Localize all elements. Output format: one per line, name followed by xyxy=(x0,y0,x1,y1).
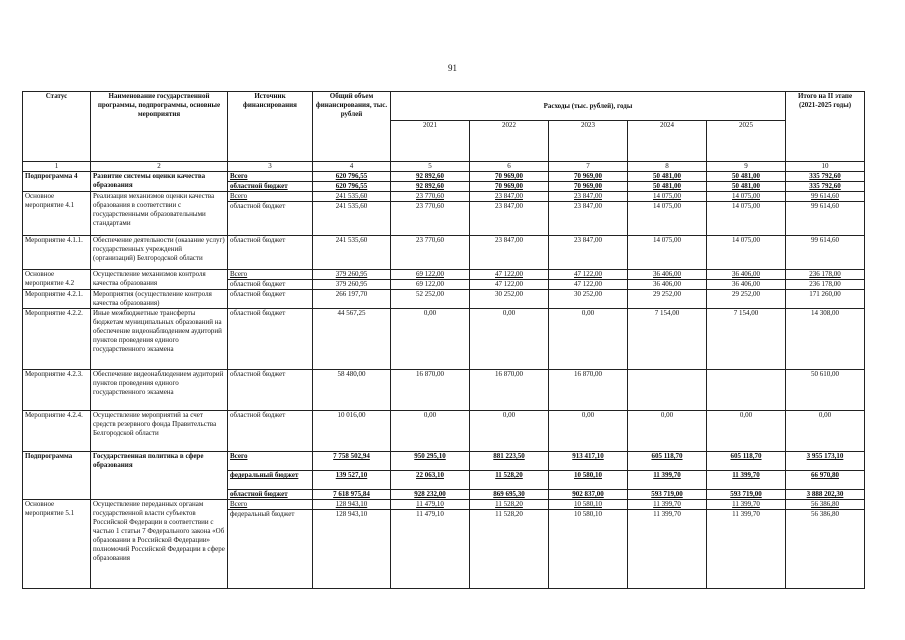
row-year-value: 14 075,00 xyxy=(707,202,786,236)
row-source: областной бюджет xyxy=(228,182,313,192)
row-source: областной бюджет xyxy=(228,411,313,452)
row-year-value: 70 969,00 xyxy=(549,182,628,192)
table-row xyxy=(23,411,865,452)
row-stage-total-value: 66 970,80 xyxy=(786,471,865,490)
row-year-value: 23 847,00 xyxy=(549,202,628,236)
row-year-value: 69 122,00 xyxy=(391,270,470,280)
row-year-value: 22 063,10 xyxy=(391,471,470,490)
row-stage-total-value: 56 386,80 xyxy=(786,510,865,589)
col-number: 4 xyxy=(313,162,391,172)
row-year-value: 0,00 xyxy=(470,411,549,452)
row-status: Подпрограмма xyxy=(23,452,91,500)
row-year-value: 11 399,70 xyxy=(707,500,786,510)
row-year-value: 11 399,70 xyxy=(707,471,786,490)
row-year-value: 11 399,70 xyxy=(707,510,786,589)
row-source: Всего xyxy=(228,452,313,471)
row-year-value: 0,00 xyxy=(628,411,707,452)
row-source: Всего xyxy=(228,192,313,202)
row-total-value: 379 260,95 xyxy=(313,270,391,280)
table-row xyxy=(23,192,865,202)
row-total-value: 7 618 975,84 xyxy=(313,490,391,500)
row-year-value: 913 417,10 xyxy=(549,452,628,471)
col-number: 9 xyxy=(707,162,786,172)
row-stage-total-value: 99 614,60 xyxy=(786,236,865,270)
row-year-value: 36 406,00 xyxy=(707,280,786,290)
row-status: Мероприятие 4.2.4. xyxy=(23,411,91,452)
year-2021: 2021 xyxy=(391,121,470,162)
row-year-value: 47 122,00 xyxy=(549,270,628,280)
row-year-value: 23 770,60 xyxy=(391,236,470,270)
row-status: Основное мероприятие 4.2 xyxy=(23,270,91,290)
row-stage-total-value: 3 888 202,30 xyxy=(786,490,865,500)
row-year-value: 70 969,00 xyxy=(470,182,549,192)
year-2022: 2022 xyxy=(470,121,549,162)
row-year-value: 14 075,00 xyxy=(707,192,786,202)
row-source: областной бюджет xyxy=(228,280,313,290)
col-number: 5 xyxy=(391,162,470,172)
row-year-value: 50 481,00 xyxy=(707,172,786,182)
table-row xyxy=(23,500,865,510)
row-year-value: 11 528,20 xyxy=(470,500,549,510)
table-row xyxy=(23,236,865,270)
year-2024: 2024 xyxy=(628,121,707,162)
row-year-value: 0,00 xyxy=(470,309,549,370)
col-number: 8 xyxy=(628,162,707,172)
row-stage-total-value: 14 308,00 xyxy=(786,309,865,370)
row-year-value: 593 719,00 xyxy=(628,490,707,500)
row-stage-total-value: 3 955 173,10 xyxy=(786,452,865,471)
row-year-value: 11 479,10 xyxy=(391,500,470,510)
table-row xyxy=(23,290,865,309)
budget-table xyxy=(22,91,865,589)
row-year-value: 23 770,60 xyxy=(391,202,470,236)
row-status: Основное мероприятие 4.1 xyxy=(23,192,91,236)
row-total-value: 7 758 502,94 xyxy=(313,452,391,471)
row-year-value: 0,00 xyxy=(707,411,786,452)
row-year-value: 7 154,00 xyxy=(628,309,707,370)
year-2025: 2025 xyxy=(707,121,786,162)
table-row xyxy=(23,309,865,370)
row-status: Подпрограмма 4 xyxy=(23,172,91,192)
row-year-value: 70 969,00 xyxy=(470,172,549,182)
row-year-value: 902 837,00 xyxy=(549,490,628,500)
row-year-value: 16 870,00 xyxy=(549,370,628,411)
row-name: Обеспечение видеонаблюдением аудиторий пунктов проведения единого государственного экзамена xyxy=(91,370,228,411)
col-number: 10 xyxy=(786,162,865,172)
row-total-value: 620 796,55 xyxy=(313,182,391,192)
row-stage-total-value: 99 614,60 xyxy=(786,202,865,236)
row-year-value: 605 118,70 xyxy=(628,452,707,471)
row-year-value: 16 870,00 xyxy=(470,370,549,411)
header-total-stage: Итого на II этапе (2021-2025 годы) xyxy=(786,92,865,162)
header-expenses: Расходы (тыс. рублей), годы xyxy=(391,92,786,121)
row-year-value xyxy=(707,370,786,411)
row-year-value: 36 406,00 xyxy=(628,280,707,290)
table-row xyxy=(23,172,865,182)
row-year-value: 869 695,30 xyxy=(470,490,549,500)
row-year-value: 50 481,00 xyxy=(628,172,707,182)
row-year-value: 11 479,10 xyxy=(391,510,470,589)
row-year-value: 30 252,00 xyxy=(470,290,549,309)
col-number: 3 xyxy=(228,162,313,172)
row-source: Всего xyxy=(228,500,313,510)
table-row xyxy=(23,452,865,471)
row-year-value: 10 580,10 xyxy=(549,500,628,510)
row-stage-total-value: 50 610,00 xyxy=(786,370,865,411)
col-number: 6 xyxy=(470,162,549,172)
row-total-value: 241 535,60 xyxy=(313,192,391,202)
row-year-value: 70 969,00 xyxy=(549,172,628,182)
row-year-value: 29 252,00 xyxy=(628,290,707,309)
row-status: Мероприятие 4.2.2. xyxy=(23,309,91,370)
row-source: Всего xyxy=(228,172,313,182)
row-year-value: 11 399,70 xyxy=(628,510,707,589)
row-year-value: 69 122,00 xyxy=(391,280,470,290)
row-year-value: 14 075,00 xyxy=(628,236,707,270)
table-row xyxy=(23,370,865,411)
row-total-value: 10 016,00 xyxy=(313,411,391,452)
row-source: областной бюджет xyxy=(228,309,313,370)
row-year-value: 36 406,00 xyxy=(707,270,786,280)
row-year-value: 11 399,70 xyxy=(628,471,707,490)
header-total: Общий объем финансирования, тыс. рублей xyxy=(313,92,391,162)
row-year-value: 23 770,60 xyxy=(391,192,470,202)
row-year-value: 14 075,00 xyxy=(628,192,707,202)
row-year-value: 0,00 xyxy=(549,411,628,452)
row-total-value: 620 796,55 xyxy=(313,172,391,182)
row-stage-total-value: 335 792,60 xyxy=(786,172,865,182)
row-source: федеральный бюджет xyxy=(228,510,313,589)
row-year-value: 36 406,00 xyxy=(628,270,707,280)
table-row xyxy=(23,270,865,280)
row-status: Мероприятие 4.2.1. xyxy=(23,290,91,309)
row-total-value: 379 260,95 xyxy=(313,280,391,290)
row-total-value: 241 535,60 xyxy=(313,202,391,236)
row-year-value: 11 528,20 xyxy=(470,471,549,490)
row-year-value: 10 580,10 xyxy=(549,510,628,589)
row-year-value xyxy=(628,370,707,411)
row-stage-total-value: 236 178,00 xyxy=(786,270,865,280)
row-status: Основное мероприятие 5.1 xyxy=(23,500,91,589)
col-number: 2 xyxy=(91,162,228,172)
row-year-value: 7 154,00 xyxy=(707,309,786,370)
header-name: Наименование государственной программы, подпрограммы, основные мероприятия xyxy=(91,92,228,162)
row-year-value: 11 528,20 xyxy=(470,510,549,589)
row-year-value: 950 295,10 xyxy=(391,452,470,471)
row-year-value: 0,00 xyxy=(391,411,470,452)
row-source: областной бюджет xyxy=(228,490,313,500)
row-total-value: 58 480,00 xyxy=(313,370,391,411)
row-year-value: 52 252,00 xyxy=(391,290,470,309)
row-name: Государственная политика в сфере образования xyxy=(91,452,228,500)
row-total-value: 128 943,10 xyxy=(313,510,391,589)
row-status: Мероприятие 4.2.3. xyxy=(23,370,91,411)
row-status: Мероприятие 4.1.1. xyxy=(23,236,91,270)
col-number: 1 xyxy=(23,162,91,172)
row-year-value: 10 580,10 xyxy=(549,471,628,490)
row-source: областной бюджет xyxy=(228,290,313,309)
row-year-value: 92 892,60 xyxy=(391,172,470,182)
row-name: Осуществление механизмов контроля качества образования xyxy=(91,270,228,290)
row-stage-total-value: 171 260,00 xyxy=(786,290,865,309)
row-year-value: 23 847,00 xyxy=(470,202,549,236)
row-name: Осуществление переданных органам государственной власти субъектов Российской Федерации в соответствии с частью 1 статьи 7 Федерального закона «Об образовании в Российской Федерации» полномочий Российской Федерации в сфере образования xyxy=(91,500,228,589)
row-name: Обеспечение деятельности (оказание услуг) государственных учреждений (организаций) Белгородской области xyxy=(91,236,228,270)
row-total-value: 128 943,10 xyxy=(313,500,391,510)
row-year-value: 14 075,00 xyxy=(707,236,786,270)
row-year-value: 23 847,00 xyxy=(549,236,628,270)
row-total-value: 139 527,10 xyxy=(313,471,391,490)
row-year-value: 593 719,00 xyxy=(707,490,786,500)
row-name: Реализация механизмов оценки качества образования в соответствии с государственными образовательными стандартами xyxy=(91,192,228,236)
row-year-value: 50 481,00 xyxy=(628,182,707,192)
row-year-value: 605 118,70 xyxy=(707,452,786,471)
row-year-value: 881 223,50 xyxy=(470,452,549,471)
row-total-value: 44 567,25 xyxy=(313,309,391,370)
row-year-value: 14 075,00 xyxy=(628,202,707,236)
table-body xyxy=(23,172,865,589)
row-name: Развитие системы оценки качества образования xyxy=(91,172,228,192)
row-year-value: 50 481,00 xyxy=(707,182,786,192)
row-total-value: 266 197,70 xyxy=(313,290,391,309)
year-2023: 2023 xyxy=(549,121,628,162)
row-total-value: 241 535,60 xyxy=(313,236,391,270)
row-year-value: 92 892,60 xyxy=(391,182,470,192)
page-number: 91 xyxy=(448,63,457,73)
row-year-value: 0,00 xyxy=(549,309,628,370)
row-source: областной бюджет xyxy=(228,370,313,411)
row-source: областной бюджет xyxy=(228,236,313,270)
row-year-value: 23 847,00 xyxy=(549,192,628,202)
row-stage-total-value: 56 386,80 xyxy=(786,500,865,510)
row-stage-total-value: 335 792,60 xyxy=(786,182,865,192)
row-name: Мероприятия (осуществление контроля качества образования) xyxy=(91,290,228,309)
col-number: 7 xyxy=(549,162,628,172)
row-year-value: 30 252,00 xyxy=(549,290,628,309)
row-name: Иные межбюджетные трансферты бюджетам муниципальных образований на обеспечение видеонаблюдением аудиторий пунктов проведения единого государственного экзамена xyxy=(91,309,228,370)
row-stage-total-value: 0,00 xyxy=(786,411,865,452)
row-year-value: 928 232,00 xyxy=(391,490,470,500)
row-year-value: 11 399,70 xyxy=(628,500,707,510)
row-year-value: 23 847,00 xyxy=(470,192,549,202)
row-year-value: 29 252,00 xyxy=(707,290,786,309)
row-stage-total-value: 236 178,00 xyxy=(786,280,865,290)
row-name: Осуществление мероприятий за счет средств резервного фонда Правительства Белгородской области xyxy=(91,411,228,452)
row-source: федеральный бюджет xyxy=(228,471,313,490)
row-year-value: 16 870,00 xyxy=(391,370,470,411)
row-year-value: 0,00 xyxy=(391,309,470,370)
row-year-value: 47 122,00 xyxy=(549,280,628,290)
row-stage-total-value: 99 614,60 xyxy=(786,192,865,202)
row-year-value: 47 122,00 xyxy=(470,270,549,280)
row-source: областной бюджет xyxy=(228,202,313,236)
header-status: Статус xyxy=(23,92,91,162)
row-year-value: 47 122,00 xyxy=(470,280,549,290)
row-source: Всего xyxy=(228,270,313,280)
header-source: Источник финансирования xyxy=(228,92,313,162)
row-year-value: 23 847,00 xyxy=(470,236,549,270)
